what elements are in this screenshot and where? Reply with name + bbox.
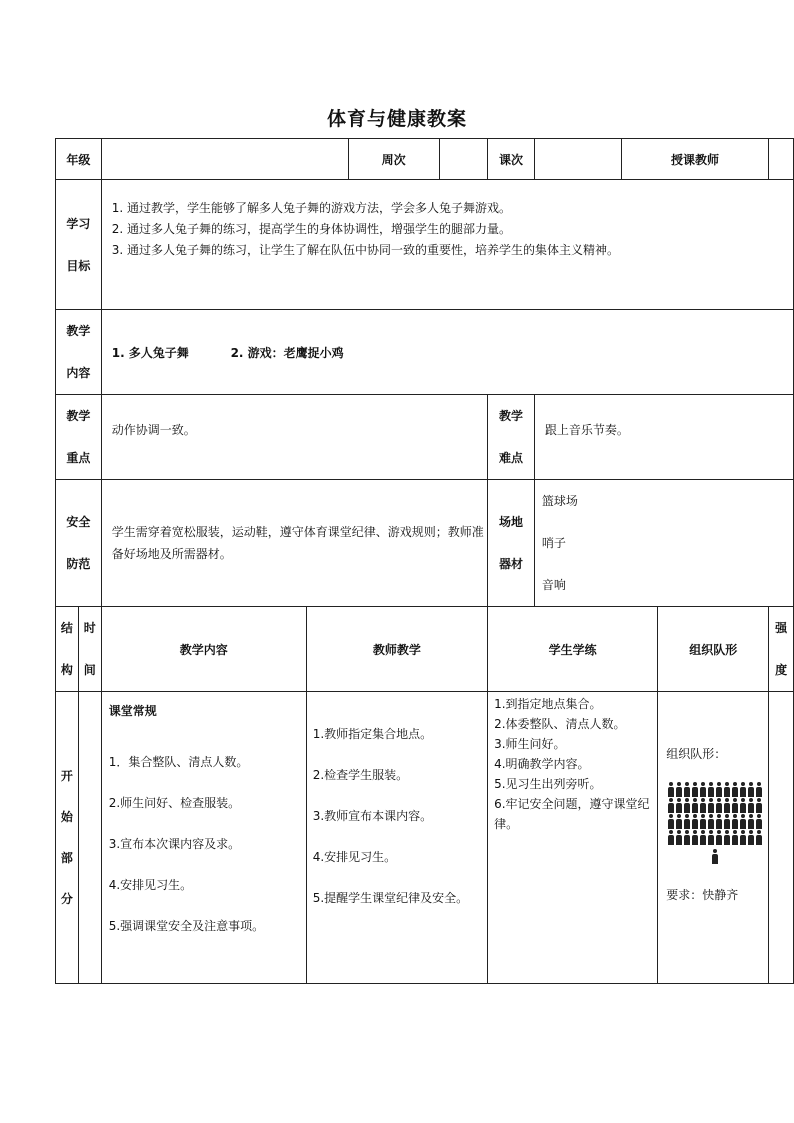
teacher-value[interactable]	[769, 139, 794, 180]
objective-item: 1. 通过教学，学生能够了解多人兔子舞的游戏方法，学会多人兔子舞游戏。	[111, 201, 511, 215]
student-figure-icon	[676, 798, 682, 813]
page-title: 体育与健康教案	[326, 108, 467, 130]
student-figure-icon	[724, 830, 730, 845]
student-figure-icon	[740, 814, 746, 829]
opening-teacher-cell	[306, 692, 487, 984]
content-item: 3.宣布本次课内容及求。	[108, 837, 241, 851]
teacher-item: 2.检查学生服装。	[312, 768, 409, 782]
opening-time-cell[interactable]	[78, 692, 101, 984]
content-header: 教学内容	[101, 607, 306, 692]
difficulty-label	[488, 395, 535, 480]
student-figure-icon	[684, 814, 690, 829]
routine-title: 课堂常规	[108, 704, 157, 718]
venue-item: 哨子	[541, 536, 566, 550]
safety-label-top: 安全	[66, 515, 91, 529]
objectives-label-bottom: 目标	[66, 258, 91, 273]
safety-label	[56, 480, 102, 607]
student-item: 1.到指定地点集合。	[494, 697, 602, 711]
teacher-item: 5.提醒学生课堂纪律及安全。	[312, 891, 469, 905]
student-figure-icon	[748, 782, 754, 797]
student-figure-icon	[700, 830, 706, 845]
student-figure-icon	[684, 782, 690, 797]
student-figure-icon	[676, 814, 682, 829]
student-figure-icon	[748, 814, 754, 829]
content-label	[56, 310, 102, 395]
venue-label	[488, 480, 535, 607]
formation-row	[668, 830, 768, 845]
content-label-top: 教学	[66, 324, 91, 338]
grade-value[interactable]	[101, 139, 348, 180]
student-figure-icon	[740, 798, 746, 813]
structure-header-bottom: 构	[60, 663, 73, 677]
teaching-content-text: 1. 多人兔子舞 2. 游戏：老鹰捉小鸡	[101, 310, 793, 395]
student-figure-icon	[692, 814, 698, 829]
opening-section-row	[56, 692, 794, 984]
student-figure-icon	[732, 830, 738, 845]
content-item: 2.师生问好、检查服装。	[108, 796, 241, 810]
formation-row	[668, 782, 768, 797]
safety-row	[56, 480, 794, 607]
week-label: 周次	[348, 139, 439, 180]
keypoint-label-bottom: 重点	[66, 451, 91, 465]
venue-label-top: 场地	[498, 515, 523, 529]
student-figure-icon	[692, 798, 698, 813]
keypoint-label-top: 教学	[66, 409, 91, 423]
teacher-label: 授课教师	[621, 139, 769, 180]
formation-label: 组织队形：	[666, 747, 727, 761]
column-header-row	[56, 607, 794, 692]
time-header-bottom: 间	[83, 663, 96, 677]
student-figure-icon	[668, 830, 674, 845]
student-figure-icon	[676, 782, 682, 797]
safety-text: 学生需穿着宽松服装，运动鞋，遵守体育课堂纪律、游戏规则；教师准备好场地及所需器材。	[101, 480, 487, 607]
formation-header: 组织队形	[658, 607, 769, 692]
content-row	[56, 310, 794, 395]
student-figure-icon	[700, 798, 706, 813]
content-item: 1．集合整队、清点人数。	[108, 755, 249, 769]
difficulty-label-bottom: 难点	[498, 451, 523, 465]
formation-diagram	[668, 782, 768, 845]
objective-item: 3. 通过多人兔子舞的练习，让学生了解在队伍中协同一致的重要性，培养学生的集体主义精神。	[111, 243, 619, 257]
teacher-item: 3.教师宣布本课内容。	[312, 809, 433, 823]
student-item: 6.牢记安全问题，遵守课堂纪律。	[494, 797, 650, 831]
student-figure-icon	[668, 814, 674, 829]
student-figure-icon	[724, 814, 730, 829]
structure-header	[56, 607, 79, 692]
teacher-item: 4.安排见习生。	[312, 850, 397, 864]
student-figure-icon	[724, 798, 730, 813]
venue-label-bottom: 器材	[498, 557, 523, 571]
student-figure-icon	[756, 830, 762, 845]
objectives-label	[56, 180, 102, 310]
venue-item: 篮球场	[541, 494, 578, 508]
student-figure-icon	[732, 814, 738, 829]
student-figure-icon	[732, 798, 738, 813]
lesson-plan-table	[55, 138, 794, 984]
teacher-item: 1.教师指定集合地点。	[312, 727, 433, 741]
student-figure-icon	[700, 814, 706, 829]
opening-formation-cell	[658, 692, 769, 984]
student-figure-icon	[692, 782, 698, 797]
section-char: 开	[60, 768, 73, 783]
difficulty-text: 跟上音乐节奏。	[534, 395, 793, 480]
time-header	[78, 607, 101, 692]
section-char: 分	[60, 891, 73, 906]
student-figure-icon	[716, 830, 722, 845]
lesson-value[interactable]	[534, 139, 621, 180]
keypoint-text: 动作协调一致。	[101, 395, 487, 480]
opening-content-cell	[101, 692, 306, 984]
student-header: 学生学练	[488, 607, 658, 692]
student-figure-icon	[668, 782, 674, 797]
student-figure-icon	[708, 830, 714, 845]
content-item: 5.强调课堂安全及注意事项。	[108, 919, 265, 933]
lesson-label: 课次	[488, 139, 535, 180]
intensity-header-top: 强	[775, 621, 788, 635]
keypoints-row	[56, 395, 794, 480]
section-char: 部	[60, 850, 73, 865]
student-figure-icon	[700, 782, 706, 797]
venue-item: 音响	[541, 578, 566, 592]
safety-label-bottom: 防范	[66, 557, 91, 571]
student-figure-icon	[716, 798, 722, 813]
time-header-top: 时	[83, 621, 96, 635]
student-figure-icon	[756, 798, 762, 813]
content-item: 4.安排见习生。	[108, 878, 193, 892]
student-item: 4.明确教学内容。	[494, 757, 590, 771]
student-figure-icon	[740, 782, 746, 797]
student-figure-icon	[748, 830, 754, 845]
opening-student-cell	[488, 692, 658, 984]
opening-intensity-cell[interactable]	[769, 692, 794, 984]
week-value[interactable]	[439, 139, 487, 180]
student-figure-icon	[708, 814, 714, 829]
intensity-header	[769, 607, 794, 692]
venue-list	[534, 480, 793, 607]
intensity-header-bottom: 度	[775, 663, 788, 677]
student-figure-icon	[708, 798, 714, 813]
keypoint-label	[56, 395, 102, 480]
objectives-row	[56, 180, 794, 310]
teacher-figure-icon	[712, 849, 718, 864]
student-figure-icon	[708, 782, 714, 797]
objective-item: 2. 通过多人兔子舞的练习，提高学生的身体协调性，增强学生的腿部力量。	[111, 222, 511, 236]
student-figure-icon	[756, 782, 762, 797]
student-item: 2.体委整队、清点人数。	[494, 717, 626, 731]
content-label-bottom: 内容	[66, 366, 91, 380]
objectives-list	[101, 180, 793, 310]
formation-requirement: 要求：快静齐	[666, 888, 739, 902]
student-figure-icon	[716, 814, 722, 829]
student-item: 5.见习生出列旁听。	[494, 777, 602, 791]
student-figure-icon	[716, 782, 722, 797]
student-figure-icon	[676, 830, 682, 845]
student-item: 3.师生问好。	[494, 737, 566, 751]
student-figure-icon	[748, 798, 754, 813]
header-row	[56, 139, 794, 180]
formation-row	[668, 798, 768, 813]
student-figure-icon	[684, 798, 690, 813]
student-figure-icon	[756, 814, 762, 829]
structure-header-top: 结	[60, 621, 73, 635]
teacher-header: 教师教学	[306, 607, 487, 692]
student-figure-icon	[740, 830, 746, 845]
student-figure-icon	[732, 782, 738, 797]
formation-row	[668, 814, 768, 829]
student-figure-icon	[684, 830, 690, 845]
section-char: 始	[60, 809, 73, 824]
student-figure-icon	[668, 798, 674, 813]
difficulty-label-top: 教学	[498, 409, 523, 423]
opening-section-label	[56, 692, 79, 984]
student-figure-icon	[724, 782, 730, 797]
objectives-label-top: 学习	[66, 216, 91, 231]
student-figure-icon	[692, 830, 698, 845]
grade-label: 年级	[56, 139, 102, 180]
